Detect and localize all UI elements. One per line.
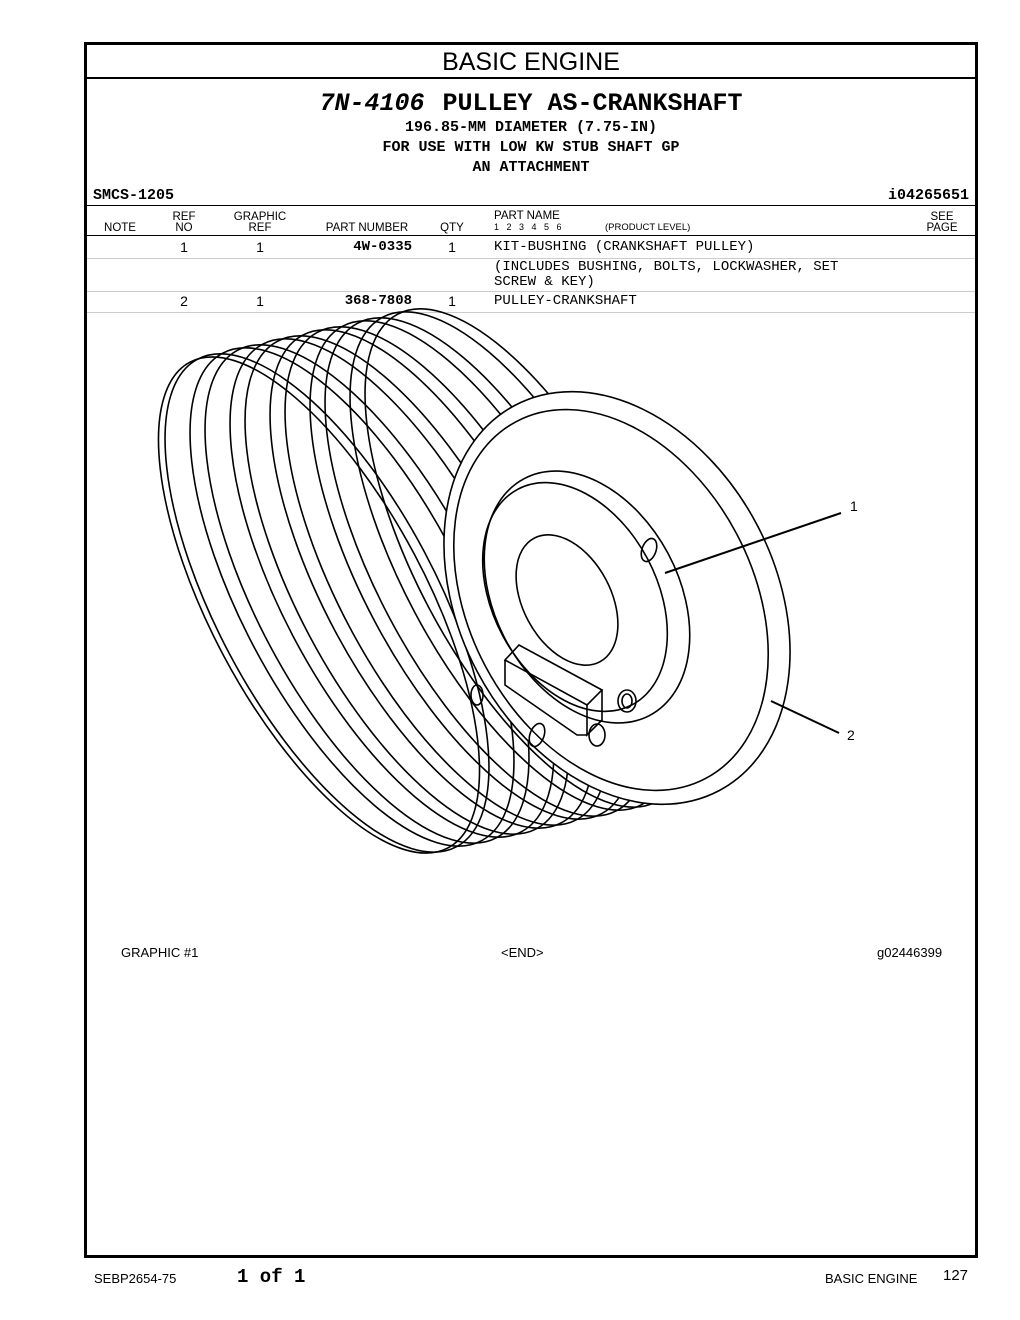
col-part-number: PART NUMBER — [325, 222, 409, 234]
graphic-ref: 1 — [256, 293, 264, 309]
pulley-illustration — [87, 45, 975, 945]
part-name-note: (INCLUDES BUSHING, BOLTS, LOCKWASHER, SET SCREW & KEY) — [494, 259, 839, 290]
page-frame — [84, 42, 978, 1258]
part-number: 4W-0335 — [353, 239, 412, 255]
qty: 1 — [448, 293, 456, 309]
part-name: KIT-BUSHING (CRANKSHAFT PULLEY) — [494, 239, 755, 255]
col-part-name: PART NAME — [494, 210, 560, 222]
ident-code: i04265651 — [887, 187, 969, 204]
page-number: 127 — [943, 1267, 969, 1284]
page-of: 1 of 1 — [237, 1266, 306, 1288]
part-title: PULLEY AS-CRANKSHAFT — [442, 89, 743, 118]
col-see-page: SEE PAGE — [926, 211, 958, 234]
subtitle-line-3: AN ATTACHMENT — [472, 159, 590, 176]
part-name: PULLEY-CRANKSHAFT — [494, 293, 637, 309]
graphic-id: g02446399 — [877, 945, 943, 960]
col-qty: QTY — [440, 222, 464, 234]
col-product-level: (PRODUCT LEVEL) — [605, 222, 691, 233]
smcs-code: SMCS-1205 — [93, 187, 175, 204]
subtitle-line-1: 196.85-MM DIAMETER (7.75-IN) — [404, 119, 658, 136]
col-ref-no: REF NO — [172, 211, 196, 234]
col-levels: 1 2 3 4 5 6 — [494, 222, 562, 232]
subtitle-line-2: FOR USE WITH LOW KW STUB SHAFT GP — [382, 139, 680, 156]
col-graphic-ref: GRAPHIC REF — [233, 211, 287, 234]
part-number-heading: 7N-4106 — [319, 89, 425, 118]
col-note: NOTE — [104, 222, 136, 234]
pulley-front-face — [375, 331, 859, 864]
part-number: 368-7808 — [344, 293, 412, 309]
qty: 1 — [448, 239, 456, 255]
footer-section: BASIC ENGINE — [825, 1271, 918, 1286]
callout-1: 1 — [850, 498, 858, 514]
ref-no: 1 — [180, 239, 188, 255]
ref-no: 2 — [180, 293, 188, 309]
leader-line-2 — [771, 701, 839, 733]
doc-id: SEBP2654-75 — [94, 1271, 177, 1286]
graphic-ref: 1 — [256, 239, 264, 255]
callout-2: 2 — [847, 727, 855, 743]
section-title: BASIC ENGINE — [87, 45, 975, 79]
end-label: <END> — [501, 945, 544, 960]
graphic-label: GRAPHIC #1 — [121, 945, 199, 960]
